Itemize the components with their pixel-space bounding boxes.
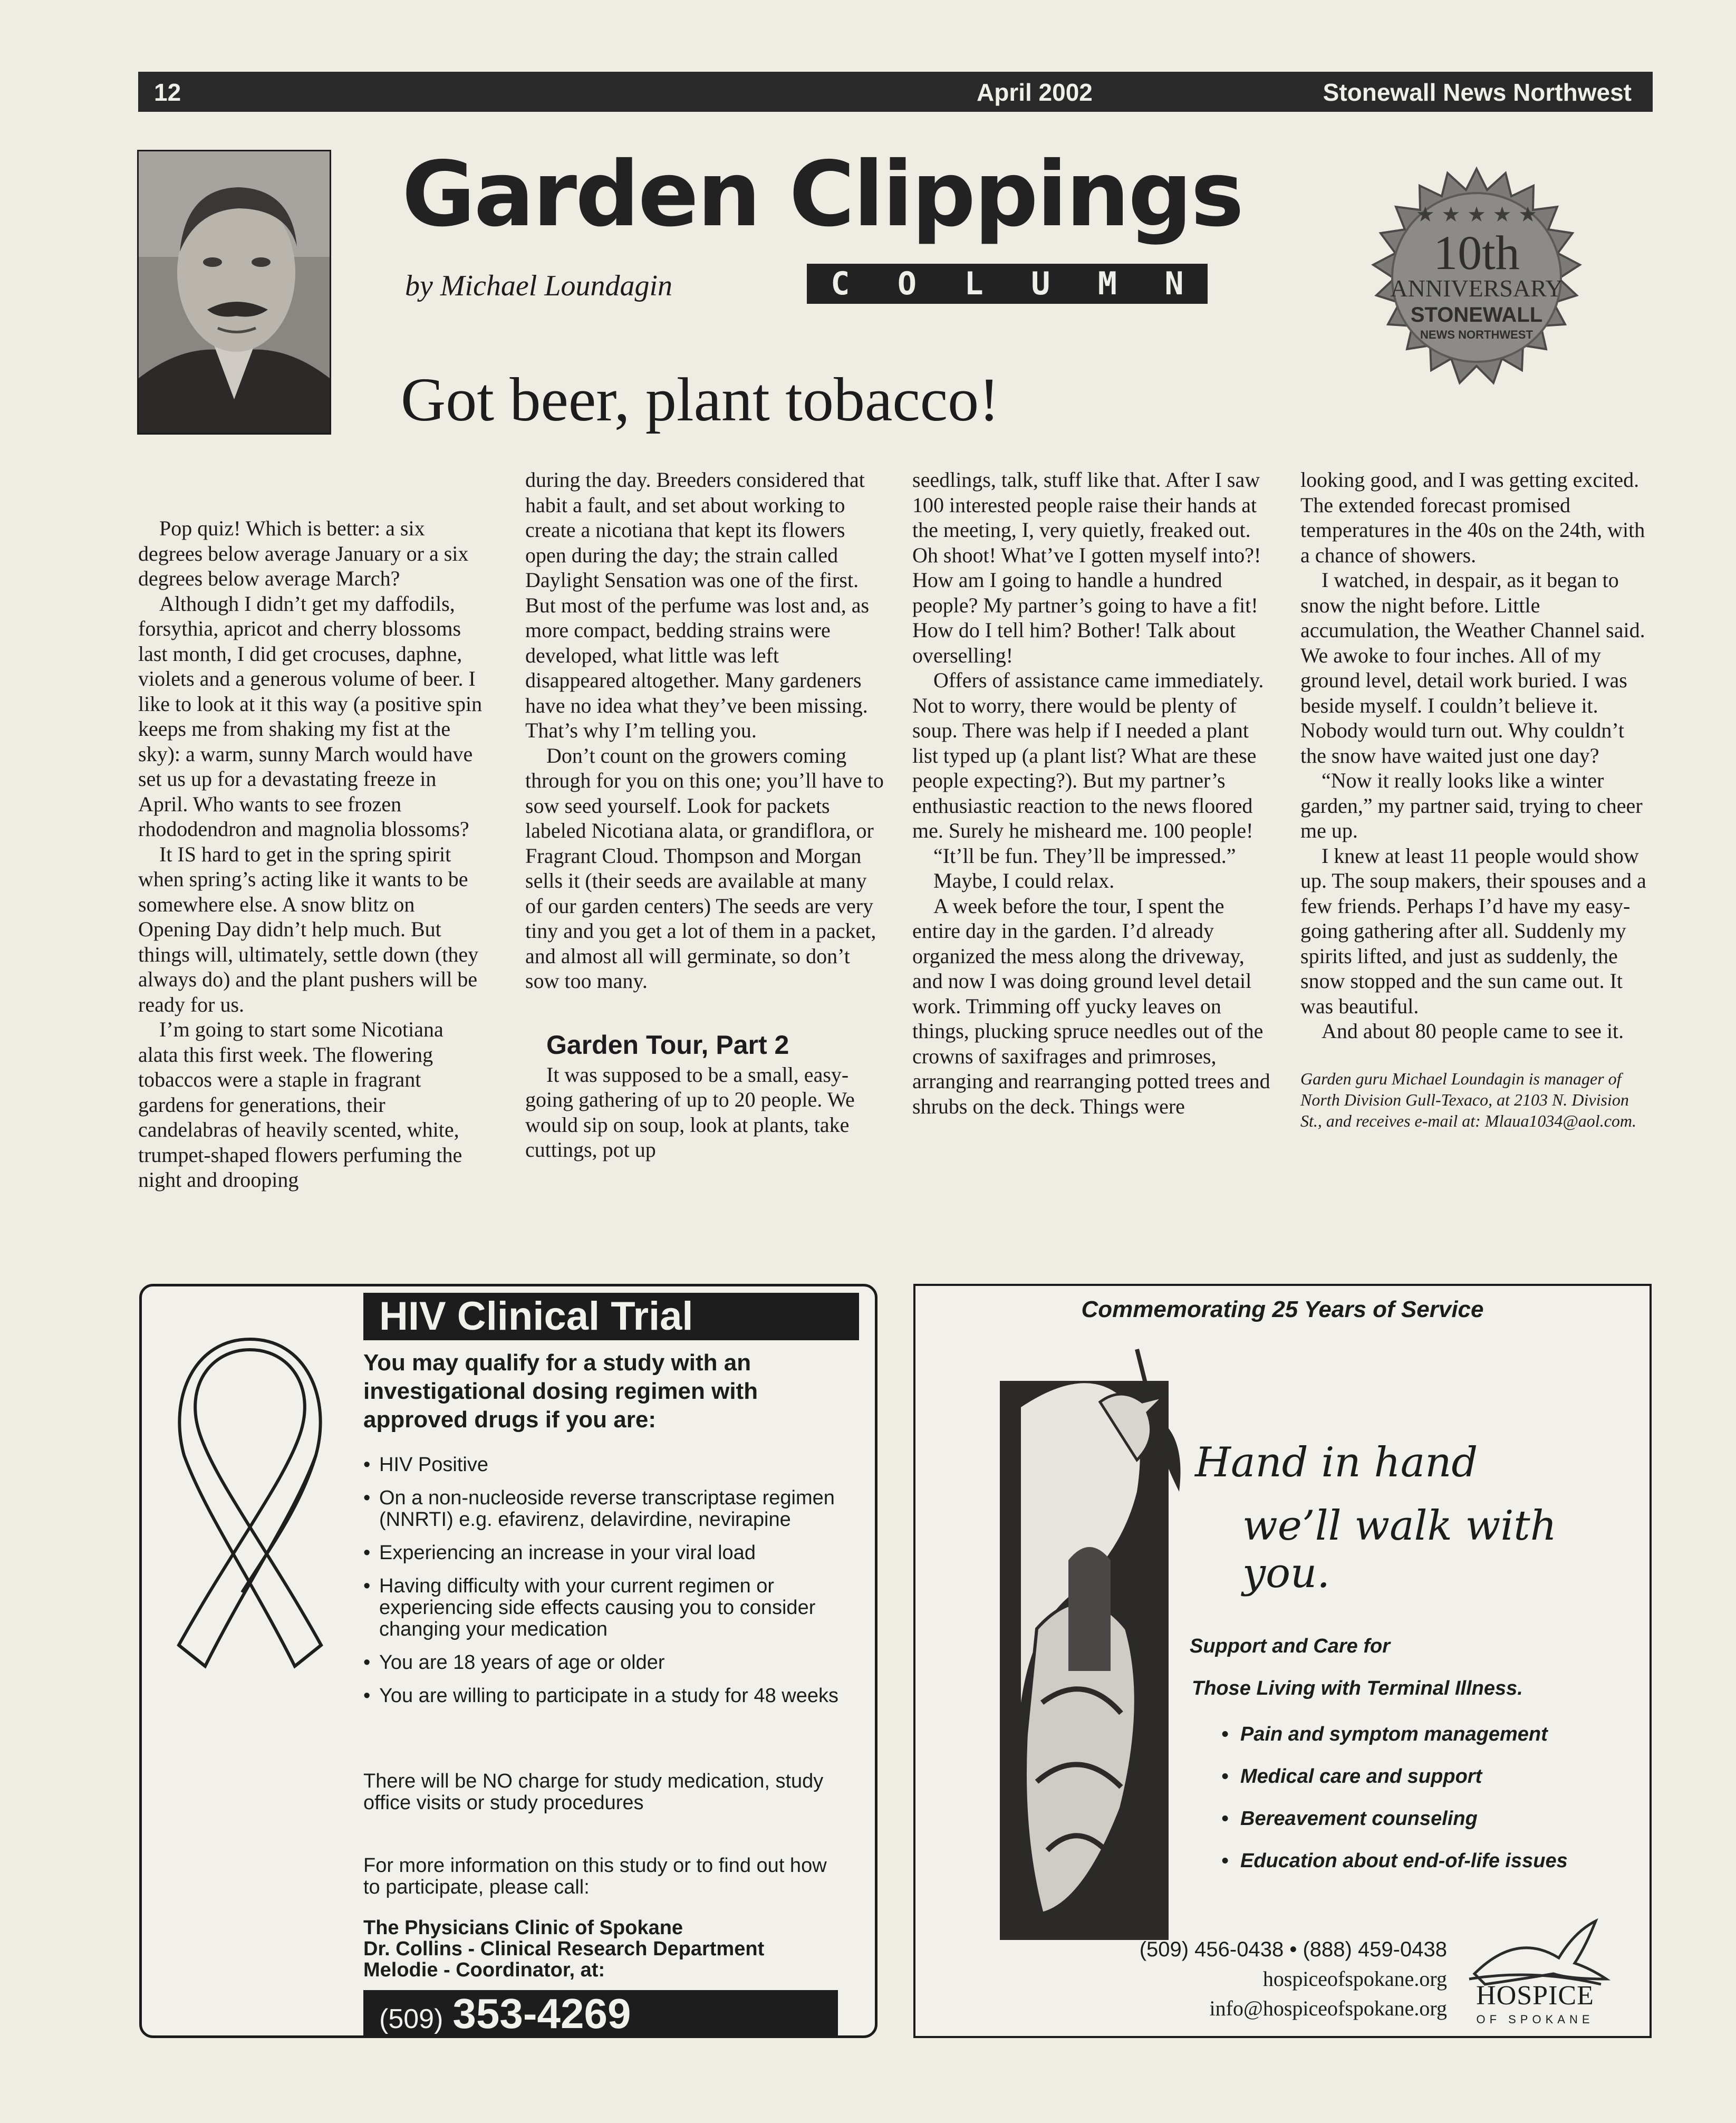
column-letter: C — [831, 265, 850, 302]
hospice-support-line-2: Those Living with Terminal Illness. — [1192, 1677, 1523, 1699]
list-item: • On a non-nucleoside reverse transcriptase regimen (NNRTI) e.g. efavirenz, delavirdine, nevirapine — [363, 1487, 848, 1531]
list-item: • Having difficulty with your current regimen or experiencing side effects causing you to consider changing your medication — [363, 1576, 848, 1640]
article-paragraph: Pop quiz! Which is better: a six degrees below average January or a six degrees below average March? — [138, 516, 469, 590]
hiv-phone-bar — [363, 1990, 838, 2038]
article-column-4 — [1300, 467, 1654, 1131]
column-letter: M — [1097, 265, 1117, 302]
issue-date: April 2002 — [977, 79, 1093, 106]
list-item: • Education about end-of-life issues — [1221, 1840, 1622, 1882]
article-paragraph: Offers of assistance came immediately. Not to worry, there would be plenty of soup. There was help if I needed a plant list typed up (a plant list? What are these people expecting?). But my partner’s enthusiastic reaction to the news floored me. Surely he misheard me. 100 people! — [912, 668, 1264, 842]
hiv-no-charge-note: There will be NO charge for study medication, study office visits or study procedures — [363, 1770, 824, 1814]
article-column-2 — [525, 467, 884, 1163]
article-subhead: Garden Tour, Part 2 — [546, 1030, 789, 1060]
article-paragraph: And about 80 people came to see it. — [1322, 1019, 1624, 1043]
article-paragraph: I’m going to start some Nicotiana alata this first week. The flowering tobaccos were a staple in fragrant gardens for generations, their candelabras of heavily scented, white, trumpet-shaped flowers perfuming the night and drooping — [138, 1017, 462, 1192]
author-portrait-illustration — [139, 151, 330, 433]
anniversary-seal — [1355, 164, 1598, 406]
header-bar — [138, 72, 1653, 112]
article-column-3 — [912, 467, 1271, 1119]
hiv-more-info: For more information on this study or to find out how to participate, please call: — [363, 1855, 827, 1898]
seal-line-1: 10th — [1433, 226, 1520, 280]
hospice-website: hospiceofspokane.org — [1262, 1967, 1447, 1991]
seal-line-4: NEWS NORTHWEST — [1420, 328, 1533, 341]
hiv-clinic-contact — [363, 1917, 838, 1981]
hospice-logo-subtitle: OF SPOKANE — [1476, 2013, 1594, 2026]
clinic-department: Dr. Collins - Clinical Research Department — [363, 1938, 765, 1960]
hiv-criteria-list — [363, 1454, 848, 1718]
awareness-ribbon-icon — [163, 1329, 337, 1877]
article-paragraph: Although I didn’t get my daffodils, forsythia, apricot and cherry blossoms last month, I did get crocuses, daphne, violets and a generous volume of beer. I like to look at it this way (a positive spin keeps me from shaking my fist at the sky): a warm, sunny March would have set us up for a devastating freeze in April. Who wants to see frozen rhododendron and magnolia blossoms? — [138, 591, 483, 841]
column-label-bar — [807, 264, 1208, 304]
phone-area-code: (509) — [379, 2004, 443, 2034]
hospice-email: info@hospiceofspokane.org — [1209, 1996, 1447, 2020]
phone-number: 353-4269 — [452, 1990, 631, 2037]
hiv-ad-intro: You may qualify for a study with an investigational dosing regimen with approved drugs if you are: — [363, 1350, 758, 1433]
article-paragraph: I knew at least 11 people would show up. The soup makers, their spouses and a few friends. Perhaps I’d have my easy-going gathering after all. Suddenly my spirits lifted, and just as suddenly, the snow stopped and the sun came out. It was beautiful. — [1300, 843, 1646, 1018]
column-title: Garden Clippings — [402, 142, 1243, 247]
column-letter: O — [897, 265, 917, 302]
clinic-coordinator: Melodie - Coordinator, at: — [363, 1959, 605, 1981]
article-paragraph: It was supposed to be a small, easy-going gathering of up to 20 people. We would sip on soup, look at plants, take cuttings, pot up — [525, 1062, 855, 1161]
list-item: • You are willing to participate in a study for 48 weeks — [363, 1685, 848, 1707]
hospice-tagline-1: Hand in hand — [1195, 1439, 1478, 1486]
article-paragraph: It IS hard to get in the spring spirit when spring’s acting like it wants to be somewhere else. A snow blitz on Opening Day didn’t help much. But things will, ultimately, settle down (they always do) and the plant pushers will be ready for us. — [138, 842, 479, 1016]
author-photo — [137, 150, 331, 435]
seal-stars-icon: ★ ★ ★ ★ ★ — [1415, 203, 1538, 227]
author-bio: Garden guru Michael Loundagin is manager of North Division Gull-Texaco, at 2103 N. Division St., and receives e-mail at: Mlaua1034@aol.com. — [1300, 1069, 1636, 1130]
column-letter: L — [964, 265, 983, 302]
seal-line-2: ANNIVERSARY — [1390, 275, 1563, 302]
headline: Got beer, plant tobacco! — [401, 365, 1000, 434]
article-paragraph: during the day. Breeders considered that habit a fault, and set about working to create a nicotiana that kept its flowers open during the day; the strain called Daylight Sensation was one of the first. But most of the perfume was lost and, as more compact, bedding strains were developed, what little was left disappeared altogether. Many gardeners have no idea what they’ve been missing. That’s why I’m telling you. — [525, 468, 870, 742]
list-item: • Pain and symptom management — [1221, 1713, 1622, 1755]
article-paragraph: seedlings, talk, stuff like that. After I saw 100 interested people raise their hands at the meeting, I, very quietly, freaked out. Oh shoot! What’ve I gotten myself into?! How am I going to handle a hundred people? My partner’s going to have a fit! How do I tell him? Bother! Talk about overselling! — [912, 468, 1261, 667]
page-number: 12 — [154, 79, 181, 106]
hiv-ad-title: HIV Clinical Trial — [363, 1293, 859, 1340]
article-paragraph: looking good, and I was getting excited. The extended forecast promised temperatures in the 40s on the 24th, with a chance of showers. — [1300, 468, 1645, 567]
hospice-tagline-2: we’ll walk with you. — [1242, 1502, 1557, 1597]
list-item: • HIV Positive — [363, 1454, 848, 1476]
clinic-name: The Physicians Clinic of Spokane — [363, 1917, 683, 1939]
dove-artwork-icon — [989, 1333, 1200, 1956]
article-paragraph: Maybe, I could relax. — [933, 869, 1115, 892]
hospice-services-list — [1221, 1713, 1622, 1882]
article-paragraph: “It’ll be fun. They’ll be impressed.” — [933, 843, 1236, 868]
list-item: • Experiencing an increase in your viral load — [363, 1542, 848, 1564]
hospice-ad — [913, 1284, 1652, 2038]
list-item: • Medical care and support — [1221, 1755, 1622, 1798]
article-column-1 — [138, 516, 486, 1193]
article-paragraph: A week before the tour, I spent the entire day in the garden. I’d already organized the mess along the driveway, and now I was doing ground level detail work. Trimming off yucky leaves on things, plucking spruce needles out of the crowns of saxifrages and primroses, arranging and rearranging potted trees and shrubs on the deck. Things were — [912, 894, 1270, 1118]
list-item: • You are 18 years of age or older — [363, 1652, 848, 1674]
article-paragraph: Don’t count on the growers coming through for you on this one; you’ll have to sow seed yourself. Look for packets labeled Nicotiana alata, or grandiflora, or Fragrant Cloud. Thompson and Morgan sells it (their seeds are available at many of our garden centers) The seeds are very tiny and you get a lot of them in a packet, and almost all will germinate, so don’t sow too many. — [525, 743, 884, 993]
hospice-commemorating: Commemorating 25 Years of Service — [1081, 1296, 1484, 1322]
hospice-support-line-1: Support and Care for — [1190, 1635, 1391, 1657]
article-paragraph: I watched, in despair, as it began to snow the night before. Little accumulation, the Weather Channel said. We awoke to four inches. All of my ground level, detail work buried. I was beside myself. I couldn’t believe it. Nobody would turn out. Why couldn’t the snow have waited just one day? — [1300, 568, 1645, 767]
hiv-clinical-trial-ad — [139, 1284, 877, 2038]
list-item: • Bereavement counseling — [1221, 1798, 1622, 1840]
byline: by Michael Loundagin — [405, 270, 673, 302]
seal-line-3: STONEWALL — [1410, 303, 1543, 326]
hospice-phone-numbers: (509) 456-0438 • (888) 459-0438 — [1139, 1938, 1447, 1961]
hospice-logo-name: HOSPICE — [1476, 1981, 1594, 2011]
column-letter: N — [1164, 265, 1184, 302]
article-paragraph: “Now it really looks like a winter garden,” my partner said, trying to cheer me up. — [1300, 768, 1643, 842]
publication-name: Stonewall News Northwest — [1323, 79, 1632, 106]
column-letter: U — [1031, 265, 1050, 302]
